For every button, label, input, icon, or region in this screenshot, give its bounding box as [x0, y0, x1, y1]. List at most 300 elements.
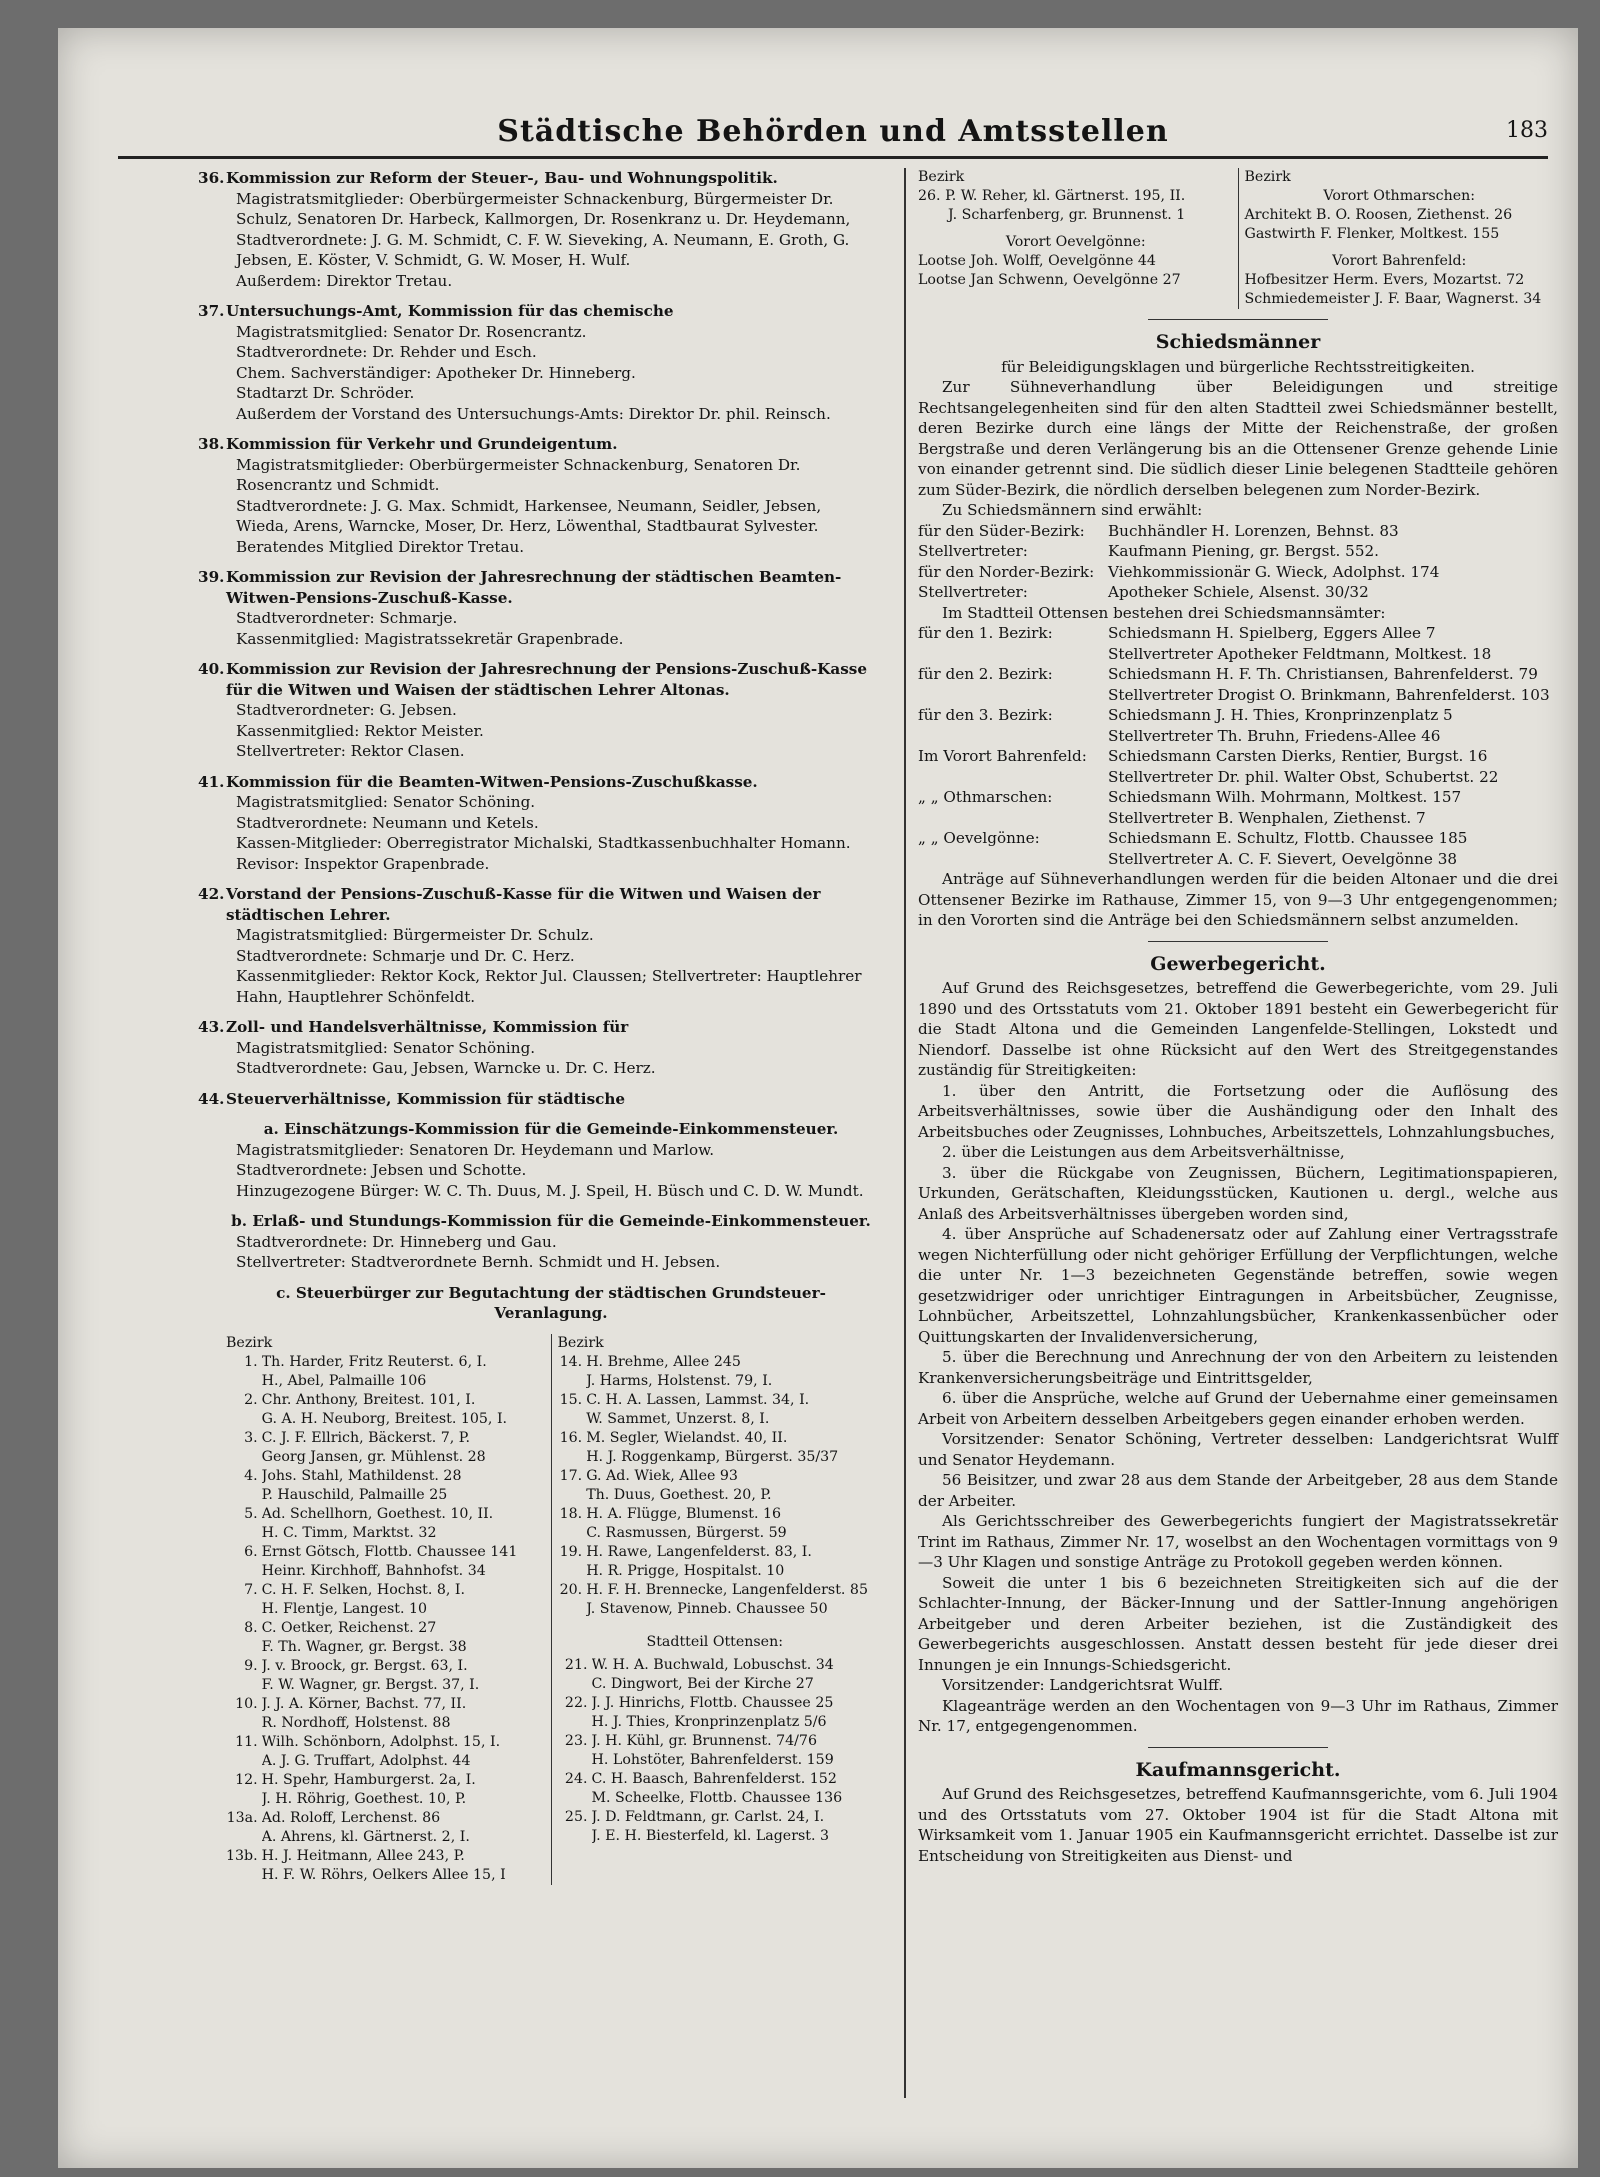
top-continuation [918, 168, 1558, 309]
bezirk-person: H. J. Thies, Kronprinzenplatz 5/6 [591, 1713, 827, 1730]
bezirk-number: 14. [559, 1353, 583, 1370]
gewerbegericht-clerk: Als Gerichtsschreiber des Gewerbegerichts fungiert der Magistratssekretär Trint im Rathaus, Zimmer Nr. 17, woselbst an den Wochentagen vormittags von 9—3 Uhr Klagen und sonstige Anträge zu Protokoll gegeben werden können. [918, 1512, 1558, 1571]
commission-number: 43. [198, 1018, 225, 1036]
role-value: Schiedsmann H. Spielberg, Eggers Allee 7 [1108, 624, 1436, 642]
schiedsmaenner-elected: Zu Schiedsmännern sind erwählt: [942, 501, 1203, 519]
bezirk-table-left [226, 1353, 547, 1885]
bezirk-person: C. H. A. Lassen, Lammst. 34, I. [586, 1391, 810, 1408]
role-row [918, 521, 1558, 542]
kaufmannsgericht-section [918, 1760, 1558, 1867]
commission-entry [198, 1017, 876, 1079]
bezirk-person: H. F. W. Röhrs, Oelkers Allee 15, I [261, 1866, 506, 1883]
role-value: Kaufmann Piening, gr. Bergst. 552. [1108, 542, 1379, 560]
role-value: Schiedsmann E. Schultz, Flottb. Chaussee 185 [1108, 829, 1468, 847]
header-rule [118, 156, 1548, 159]
bezirk-row [558, 1486, 873, 1505]
bezirk-row [558, 1808, 873, 1827]
document-page [58, 28, 1578, 2168]
bezirk-number-blank [558, 1448, 587, 1467]
bezirk-person: J. Harms, Holstenst. 79, I. [586, 1372, 773, 1389]
top-bezirk-label: Bezirk [918, 169, 965, 185]
bezirk-number-blank [226, 1714, 262, 1733]
bezirk-number-blank [558, 1372, 587, 1391]
role-row [918, 623, 1558, 644]
bezirk-number-blank [226, 1828, 262, 1847]
bezirk-number: 20. [559, 1581, 583, 1598]
commission-line: Magistratsmitglieder: Oberbürgermeister Schnackenburg, Bürgermeister Dr. Schulz, Senatoren Dr. Harbeck, Kallmorgen, Dr. Rosenkranz u. Dr. Heydemann, Stadtverordnete: J. G. M. Schmidt, C. F. W. Sieveking, A. Neumann, E. Groth, G. Jebsen, E. Köster, V. Schmidt, G. W. Moser, H. Wulf. [236, 189, 851, 269]
commission-line: Stadtverordnete: J. G. Max. Schmidt, Harkensee, Neumann, Seidler, Jebsen, Wieda, Arens, Warncke, Moser, Dr. Herz, Löwenthal, Stadtbaurat Sylvester. Beratendes Mitglied Direktor Tretau. [236, 496, 822, 556]
commission-line: Kassen-Mitglieder: Oberregistrator Michalski, Stadtkassenbuchhalter Homann. [236, 834, 851, 852]
commission-line: Stadtverordneter: Schmarje. [236, 609, 458, 627]
bezirk-person: J. v. Broock, gr. Bergst. 63, I. [261, 1657, 468, 1674]
role-value: Viehkommissionär G. Wieck, Adolphst. 174 [1108, 562, 1440, 581]
commission-line: Kassenmitglied: Rektor Meister. [236, 721, 484, 740]
gewerbegericht-item: 4. über Ansprüche auf Schadenersatz oder auf Zahlung einer Vertragsstrafe wegen Nichterfüllung oder nicht gehöriger Erfüllung der Verpflichtungen, welche die unter Nr. 1—3 bezeichneten Gegenstände betreffen, sowie wegen gesetzwidriger oder unrichtiger Eintragungen in Arbeitsbücher, Zeugnisse, Lohnbücher, Arbeitszettel, Lohnzahlungsbücher, Krankenkassenbücher oder Quittungskarten der Invalidenversicherung, [918, 1225, 1558, 1346]
commission-number: 40. [198, 660, 225, 678]
bezirk-row [226, 1657, 547, 1676]
bezirk-person: P. Hauschild, Palmaille 25 [261, 1486, 448, 1503]
commission-line: Stellvertreter: Rektor Clasen. [236, 742, 465, 760]
bezirk-row [226, 1562, 547, 1581]
ottensen-roles [918, 623, 1558, 869]
gewerbegericht-items [918, 1081, 1558, 1430]
commission-entry [198, 659, 876, 762]
top-line: Lootse Jan Schwenn, Oevelgönne 27 [918, 272, 1181, 288]
bezirk-number: 10. [235, 1695, 258, 1712]
bezirk-row [226, 1866, 547, 1885]
commission-line: Magistratsmitglied: Senator Schöning. [236, 1038, 536, 1057]
bezirk-row [226, 1676, 547, 1695]
bezirk-row [558, 1448, 873, 1467]
bezirk-row [226, 1733, 547, 1752]
bezirk-row [226, 1619, 547, 1638]
bezirk-number: 22. [564, 1694, 588, 1711]
role-value: Stellvertreter Dr. phil. Walter Obst, Schubertst. 22 [1108, 767, 1499, 786]
commission-title [198, 1017, 876, 1038]
commission-entry [198, 884, 876, 1007]
stadtteil-label: Stadtteil Ottensen: [646, 1633, 783, 1650]
bezirk-person: F. W. Wagner, gr. Bergst. 37, I. [261, 1676, 480, 1693]
role-key: Im Vorort Bahrenfeld: [918, 747, 1087, 765]
commission-title [198, 884, 876, 925]
role-row [918, 808, 1558, 829]
bezirk-number-blank [226, 1410, 262, 1429]
bezirk-person: W. Sammet, Unzerst. 8, I. [586, 1410, 770, 1427]
role-key [918, 644, 1108, 665]
role-value: Stellvertreter Drogist O. Brinkmann, Bahrenfelderst. 103 [1108, 685, 1550, 704]
bezirk-number: 1. [244, 1353, 258, 1370]
subsection-c-title: c. Steuerbürger zur Begutachtung der städtischen Grundsteuer-Veranlagung. [276, 1283, 826, 1322]
commission-title-text: Kommission zur Reform der Steuer-, Bau- und Wohnungspolitik. [226, 169, 778, 187]
subsection-a-line: Stadtverordnete: Jebsen und Schotte. [236, 1161, 527, 1179]
commission-title-text: Kommission für Verkehr und Grundeigentum. [226, 435, 618, 453]
role-key [918, 808, 1108, 829]
role-row [918, 726, 1558, 747]
role-key: für den 1. Bezirk: [918, 624, 1053, 642]
gewerbegericht-claims: Klageanträge werden an den Wochentagen von 9—3 Uhr im Rathaus, Zimmer Nr. 17, entgegengenommen. [918, 1696, 1558, 1735]
gewerbegericht-item: 5. über die Berechnung und Anrechnung der von den Arbeitern zu leistenden Krankenversicherungsbeiträge und Eintrittsgelder, [918, 1348, 1558, 1387]
commission-title-text: Kommission zur Revision der Jahresrechnung der städtischen Beamten-Witwen-Pensions-Zuschuß-Kasse. [226, 568, 842, 607]
bezirk-person: H. J. Heitmann, Allee 243, P. [261, 1847, 465, 1864]
bezirk-table [226, 1334, 876, 1885]
bezirk-row [226, 1847, 547, 1866]
vorort-label: Vorort Othmarschen: [1323, 188, 1476, 204]
bezirk-row [226, 1467, 547, 1486]
bezirk-number: 15. [559, 1391, 583, 1408]
bezirk-person: J. J. Hinrichs, Flottb. Chaussee 25 [591, 1694, 834, 1711]
section-divider [1148, 941, 1328, 942]
bezirk-table-right-top [558, 1353, 873, 1619]
commission-line: Stadtverordnete: Dr. Rehder und Esch. [236, 343, 537, 361]
top-line: Architekt B. O. Roosen, Ziethenst. 26 [1244, 207, 1513, 223]
commission-number: 41. [198, 772, 225, 791]
bezirk-number: 9. [244, 1657, 258, 1674]
bezirk-row [226, 1353, 547, 1372]
bezirk-person: H. F. H. Brennecke, Langenfelderst. 85 [586, 1581, 868, 1598]
bezirk-row [226, 1809, 547, 1828]
bezirk-number: 24. [564, 1770, 588, 1787]
bezirk-row [226, 1448, 547, 1467]
role-value: Stellvertreter Apotheker Feldtmann, Moltkest. 18 [1108, 644, 1492, 663]
subsection-a-line: Magistratsmitglieder: Senatoren Dr. Heydemann und Marlow. [236, 1140, 715, 1159]
role-row [918, 644, 1558, 665]
gewerbegericht-guild-chair: Vorsitzender: Landgerichtsrat Wulff. [942, 1676, 1224, 1694]
bezirk-person: G. A. H. Neuborg, Breitest. 105, I. [261, 1410, 508, 1427]
role-key: für den Süder-Bezirk: [918, 521, 1085, 540]
commission-line: Stadtverordnete: Neumann und Ketels. [236, 813, 539, 832]
schiedsmaenner-title: Schiedsmänner [1155, 331, 1321, 353]
bezirk-row [226, 1410, 547, 1429]
role-row [918, 562, 1558, 583]
bezirk-number-blank [558, 1789, 592, 1808]
header-title: Städtische Behörden und Amtsstellen [497, 114, 1169, 149]
bezirk-row [226, 1429, 547, 1448]
bezirk-number: 16. [559, 1429, 583, 1446]
ottensen-intro: Im Stadtteil Ottensen bestehen drei Schiedsmannsämter: [942, 603, 1386, 622]
bezirk-number-blank [226, 1790, 262, 1809]
commission-title-text: Steuerverhältnisse, Kommission für städtische [226, 1089, 626, 1108]
subsection-a-line: Hinzugezogene Bürger: W. C. Th. Duus, M. J. Speil, H. Büsch und C. D. W. Mundt. [236, 1181, 864, 1200]
bezirk-row [558, 1543, 873, 1562]
role-key: Stellvertreter: [918, 542, 1028, 560]
bezirk-number: 11. [235, 1733, 258, 1750]
top-line: Gastwirth F. Flenker, Moltkest. 155 [1244, 226, 1500, 242]
bezirk-person: C. H. Baasch, Bahrenfelderst. 152 [591, 1770, 837, 1787]
commission-line: Kassenmitglieder: Rektor Kock, Rektor Jul. Claussen; Stellvertreter: Hauptlehrer Hahn, Hauptlehrer Schönfeldt. [236, 967, 862, 1006]
bezirk-number: 18. [559, 1505, 583, 1522]
left-column [198, 168, 876, 1885]
bezirk-row [558, 1353, 873, 1372]
bezirk-row [226, 1695, 547, 1714]
commission-number: 44. [198, 1089, 225, 1108]
bezirk-person: Th. Harder, Fritz Reuterst. 6, I. [261, 1353, 487, 1370]
commission-line: Außerdem: Direktor Tretau. [236, 271, 453, 290]
bezirk-row [226, 1505, 547, 1524]
commission-title [198, 301, 876, 322]
bezirk-number-blank [558, 1486, 587, 1505]
commission-entry [198, 301, 876, 424]
bezirk-row [558, 1827, 873, 1846]
bezirk-number-blank [558, 1675, 592, 1694]
bezirk-number-blank [558, 1827, 592, 1846]
bezirk-person: J. H. Kühl, gr. Brunnenst. 74/76 [591, 1732, 817, 1749]
bezirk-row [558, 1694, 873, 1713]
bezirk-row [226, 1771, 547, 1790]
bezirk-number-blank [558, 1562, 587, 1581]
commission-title [198, 1089, 876, 1110]
subsection-b-line: Stadtverordnete: Dr. Hinneberg und Gau. [236, 1232, 557, 1251]
bezirk-number: 17. [559, 1467, 583, 1484]
bezirk-number: 13a. [226, 1809, 258, 1826]
commission-line: Kassenmitglied: Magistratssekretär Grapenbrade. [236, 629, 624, 648]
commission-line: Stadtverordneter: G. Jebsen. [236, 701, 457, 719]
section-divider [1148, 319, 1328, 320]
bezirk-number-blank [226, 1562, 262, 1581]
gewerbegericht-intro: Auf Grund des Reichsgesetzes, betreffend die Gewerbegerichte, vom 29. Juli 1890 und des Ortsstatuts vom 21. Oktober 1891 besteht ein Gewerbegericht für die Stadt Altona und die Gemeinden Langenfelde-Stellingen, Lokstedt und Niendorf. Dasselbe ist ohne Rücksicht auf den Wert des Streitgegenstandes zuständig für Streitigkeiten: [918, 979, 1558, 1079]
commission-number: 42. [198, 885, 225, 903]
role-row [918, 828, 1558, 849]
gewerbegericht-item: 6. über die Ansprüche, welche auf Grund der Uebernahme einer gemeinsamen Arbeit von Arbeitern desselben Arbeitgebers gegen einander erhoben werden. [918, 1389, 1558, 1428]
role-key: „ „ Othmarschen: [918, 788, 1053, 806]
bezirk-row [226, 1752, 547, 1771]
top-line: Schmiedemeister J. F. Baar, Wagnerst. 34 [1244, 291, 1542, 307]
bezirk-row [226, 1828, 547, 1847]
bezirk-person: C. Dingwort, Bei der Kirche 27 [591, 1675, 814, 1692]
bezirk-row [558, 1524, 873, 1543]
subsection-b [226, 1211, 876, 1273]
commission-entry [198, 434, 876, 557]
bezirk-row [558, 1467, 873, 1486]
bezirk-person: Ad. Roloff, Lerchenst. 86 [261, 1809, 441, 1826]
role-value: Schiedsmann Wilh. Mohrmann, Moltkest. 157 [1108, 788, 1462, 806]
bezirk-person: Georg Jansen, gr. Mühlenst. 28 [261, 1448, 486, 1465]
bezirk-person: W. H. A. Buchwald, Lobuschst. 34 [591, 1656, 834, 1673]
bezirk-number: 12. [235, 1771, 258, 1788]
role-row [918, 787, 1558, 808]
commission-title-text: Kommission für die Beamten-Witwen-Pensions-Zuschußkasse. [226, 772, 758, 791]
subsection-a-title: a. Einschätzungs-Kommission für die Gemeinde-Einkommensteuer. [263, 1120, 839, 1138]
role-row [918, 685, 1558, 706]
role-value: Apotheker Schiele, Alsenst. 30/32 [1108, 583, 1369, 601]
gewerbegericht-guild: Soweit die unter 1 bis 6 bezeichneten Streitigkeiten sich auf die der Schlachter-Innung, der Bäcker-Innung und der Sattler-Innung angehörigen Arbeitgeber und deren Arbeiter beziehen, ist die Zuständigkeit des Gewerbegerichts ausgeschlossen. Anstatt dessen besteht für jede dieser drei Innungen je ein Innungs-Schiedsgericht. [918, 1573, 1558, 1674]
bezirk-row [558, 1581, 873, 1600]
role-value: Buchhändler H. Lorenzen, Behnst. 83 [1108, 521, 1399, 540]
bezirk-person: H. Rawe, Langenfelderst. 83, I. [586, 1543, 812, 1560]
gewerbegericht-item: 2. über die Leistungen aus dem Arbeitsverhältnisse, [942, 1143, 1345, 1161]
bezirk-number-blank [558, 1751, 592, 1770]
commission-title-text: Kommission zur Revision der Jahresrechnung der Pensions-Zuschuß-Kasse für die Witwen und Waisen der städtischen Lehrer Altonas. [226, 660, 867, 699]
vorort-label: Vorort Bahrenfeld: [1332, 253, 1467, 269]
bezirk-number-blank [226, 1448, 262, 1467]
bezirk-number-blank [226, 1372, 262, 1391]
bezirk-person: G. Ad. Wiek, Allee 93 [586, 1467, 738, 1484]
bezirk-row [558, 1656, 873, 1675]
gewerbegericht-assessors: 56 Beisitzer, und zwar 28 aus dem Stande der Arbeitgeber, 28 aus dem Stande der Arbeiter. [918, 1471, 1558, 1510]
commission-line: Magistratsmitglied: Senator Dr. Rosencrantz. [236, 322, 587, 341]
role-key: Stellvertreter: [918, 583, 1028, 601]
bezirk-person: A. J. G. Truffart, Adolphst. 44 [261, 1752, 471, 1769]
commission-line: Revisor: Inspektor Grapenbrade. [236, 854, 490, 873]
gewerbegericht-section [918, 954, 1558, 1737]
bezirk-person: H. A. Flügge, Blumenst. 16 [586, 1505, 782, 1522]
bezirk-number-blank [226, 1638, 262, 1657]
role-row [918, 541, 1558, 562]
bezirk-number-blank [226, 1486, 262, 1505]
bezirk-row [558, 1391, 873, 1410]
bezirk-person: M. Scheelke, Flottb. Chaussee 136 [591, 1789, 843, 1806]
top-line: J. Scharfenberg, gr. Brunnenst. 1 [948, 207, 1186, 223]
role-value: Stellvertreter Th. Bruhn, Friedens-Allee 46 [1108, 726, 1441, 745]
bezirk-number-blank [226, 1524, 262, 1543]
bezirk-person: J. E. H. Biesterfeld, kl. Lagerst. 3 [591, 1827, 830, 1844]
gewerbegericht-item: 3. über die Rückgabe von Zeugnissen, Büchern, Legitimationspapieren, Urkunden, Gerätschaften, Kleidungsstücken, Kautionen u. dergl., welche aus Anlaß des Arbeitsverhältnisses übergeben worden sind, [918, 1163, 1558, 1223]
bezirk-number-blank [226, 1866, 262, 1885]
role-key: für den Norder-Bezirk: [918, 562, 1095, 581]
commission-title [198, 434, 876, 455]
bezirk-row [558, 1751, 873, 1770]
commission-entry [198, 772, 876, 875]
gewerbegericht-chair: Vorsitzender: Senator Schöning, Vertreter desselben: Landgerichtsrat Wulff und Senator Heydemann. [918, 1430, 1558, 1469]
subsection-b-line: Stellvertreter: Stadtverordnete Bernh. Schmidt und H. Jebsen. [236, 1253, 721, 1271]
bezirk-person: C. Oetker, Reichenst. 27 [261, 1619, 437, 1636]
commission-entry [198, 567, 876, 649]
bezirk-person: C. J. F. Ellrich, Bäckerst. 7, P. [261, 1429, 470, 1446]
bezirk-number: 8. [244, 1619, 258, 1636]
commission-line: Magistratsmitglied: Senator Schöning. [236, 793, 536, 811]
kaufmannsgericht-title: Kaufmannsgericht. [1135, 1758, 1341, 1781]
commission-number: 38. [198, 435, 225, 453]
bezirk-row [558, 1770, 873, 1789]
commission-line: Stadtverordnete: Gau, Jebsen, Warncke u. Dr. C. Herz. [236, 1059, 656, 1077]
schiedsmaenner-subtitle: für Beleidigungsklagen und bürgerliche Rechtsstreitigkeiten. [1001, 357, 1475, 376]
bezirk-number: 5. [244, 1505, 258, 1522]
bezirk-row [558, 1675, 873, 1694]
bezirk-person: A. Ahrens, kl. Gärtnerst. 2, I. [261, 1828, 470, 1845]
role-key [918, 726, 1108, 747]
commission-line: Magistratsmitglieder: Oberbürgermeister Schnackenburg, Senatoren Dr. Rosencrantz und Schmidt. [236, 455, 801, 494]
subsection-c [226, 1283, 876, 1324]
bezirk-row [226, 1543, 547, 1562]
commission-line: Stadtverordnete: Schmarje und Dr. C. Herz. [236, 946, 575, 965]
bezirk-number: 4. [244, 1467, 258, 1484]
bezirk-number: 3. [244, 1429, 258, 1446]
commission-title [198, 659, 876, 700]
top-line: 26. P. W. Reher, kl. Gärtnerst. 195, II. [918, 188, 1186, 204]
bezirk-number: 6. [244, 1543, 258, 1560]
bezirk-person: H. Brehme, Allee 245 [586, 1353, 741, 1370]
bezirk-person: Wilh. Schönborn, Adolphst. 15, I. [261, 1733, 501, 1750]
commission-title-text: Vorstand der Pensions-Zuschuß-Kasse für die Witwen und Waisen der städtischen Lehrer. [226, 885, 821, 924]
commission-title [198, 772, 876, 793]
role-value: Schiedsmann H. F. Th. Christiansen, Bahrenfelderst. 79 [1108, 665, 1538, 683]
commission-line: Magistratsmitglied: Bürgermeister Dr. Schulz. [236, 926, 594, 944]
subsection-b-title: b. Erlaß- und Stundungs-Kommission für die Gemeinde-Einkommensteuer. [231, 1212, 871, 1230]
role-key [918, 767, 1108, 788]
bezirk-number: 13b. [226, 1847, 258, 1864]
bezirk-person: J. J. A. Körner, Bachst. 77, II. [261, 1695, 467, 1712]
commission-line: Außerdem der Vorstand des Untersuchungs-Amts: Direktor Dr. phil. Reinsch. [236, 404, 831, 423]
bezirk-person: Th. Duus, Goethest. 20, P. [586, 1486, 772, 1503]
schiedsmaenner-intro: Zur Sühneverhandlung über Beleidigungen und streitige Rechtsangelegenheiten sind für den alten Stadtteil zwei Schiedsmänner bestellt, deren Bezirke durch eine längs der Mitte der Reichenstraße, der großen Bergstraße und deren Verlängerung bis an die Ottensener Grenze gehende Linie von einander getrennt sind. Die südlich dieser Linie belegenen Stadtteile gehören zum Süder-Bezirk, die nördlich derselben belegenen zum Norder-Bezirk. [918, 378, 1558, 499]
bezirk-person: C. Rasmussen, Bürgerst. 59 [586, 1524, 787, 1541]
section-divider [1148, 1747, 1328, 1748]
commission-title-text: Untersuchungs-Amt, Kommission für das chemische [226, 302, 674, 320]
bezirk-number: 7. [244, 1581, 258, 1598]
role-value: Schiedsmann Carsten Dierks, Rentier, Burgst. 16 [1108, 747, 1488, 765]
bezirk-row [226, 1790, 547, 1809]
bezirk-row [558, 1789, 873, 1808]
bezirk-row [558, 1372, 873, 1391]
bezirk-number-blank [558, 1524, 587, 1543]
commission-line: Chem. Sachverständiger: Apotheker Dr. Hinneberg. [236, 363, 636, 382]
bezirk-label: Bezirk [557, 1334, 604, 1351]
bezirk-number: 23. [564, 1732, 588, 1749]
vorort-label: Vorort Oevelgönne: [1005, 234, 1146, 250]
commission-entry [198, 1089, 876, 1110]
bezirk-number-blank [226, 1600, 262, 1619]
bezirk-row [226, 1372, 547, 1391]
role-row [918, 767, 1558, 788]
bezirk-person: H. R. Prigge, Hospitalst. 10 [586, 1562, 785, 1579]
bezirk-row [226, 1600, 547, 1619]
bezirk-number-blank [558, 1410, 587, 1429]
role-key: für den 3. Bezirk: [918, 706, 1053, 724]
gewerbegericht-item: 1. über den Antritt, die Fortsetzung oder die Auflösung des Arbeitsverhältnisses, sowie über die Aushändigung oder den Inhalt des Arbeitsbuches oder Zeugnisses, Lohnbuches, Arbeitszettels, Lohnzahlungsbuches, [918, 1081, 1558, 1141]
bezirk-person: Ernst Götsch, Flottb. Chaussee 141 [261, 1543, 518, 1560]
bezirk-person: J. Stavenow, Pinneb. Chaussee 50 [586, 1600, 828, 1617]
bezirk-number-blank [226, 1752, 262, 1771]
bezirk-row [226, 1714, 547, 1733]
bezirk-person: Ad. Schellhorn, Goethest. 10, II. [261, 1505, 494, 1522]
role-value: Stellvertreter B. Wenphalen, Ziethenst. 7 [1108, 808, 1426, 827]
bezirk-row [226, 1486, 547, 1505]
kaufmannsgericht-text: Auf Grund des Reichsgesetzes, betreffend Kaufmannsgerichte, vom 6. Juli 1904 und des Ortsstatuts vom 27. Oktober 1904 ist für die Stadt Altona mit Wirksamkeit vom 1. Januar 1905 ein Kaufmannsgericht errichtet. Dasselbe ist zur Entscheidung von Streitigkeiten aus Dienst- und [918, 1785, 1558, 1865]
role-row [918, 582, 1558, 603]
bezirk-person: H. Spehr, Hamburgerst. 2a, I. [261, 1771, 476, 1788]
bezirk-person: C. H. F. Selken, Hochst. 8, I. [261, 1581, 466, 1598]
role-row [918, 746, 1558, 767]
bezirk-row [226, 1391, 547, 1410]
schiedsmaenner-section [918, 332, 1558, 931]
commission-title-text: Zoll- und Handelsverhältnisse, Kommission für [226, 1018, 629, 1036]
role-row [918, 705, 1558, 726]
role-key [918, 685, 1108, 706]
commission-line: Stadtarzt Dr. Schröder. [236, 384, 415, 402]
schiedsmaenner-roles [918, 521, 1558, 603]
bezirk-row [226, 1581, 547, 1600]
bezirk-person: Heinr. Kirchhoff, Bahnhofst. 34 [261, 1562, 486, 1579]
role-value: Schiedsmann J. H. Thies, Kronprinzenplatz 5 [1108, 706, 1453, 724]
bezirk-person: M. Segler, Wielandst. 40, II. [586, 1429, 788, 1446]
bezirk-row [558, 1410, 873, 1429]
bezirk-person: Johs. Stahl, Mathildenst. 28 [261, 1467, 462, 1484]
bezirk-person: H. Lohstöter, Bahrenfelderst. 159 [591, 1751, 834, 1768]
bezirk-number-blank [558, 1600, 587, 1619]
bezirk-number: 19. [559, 1543, 583, 1560]
commission-number: 39. [198, 568, 225, 586]
page-number: 183 [1506, 118, 1548, 143]
bezirk-person: J. H. Röhrig, Goethest. 10, P. [261, 1790, 467, 1807]
role-row [918, 664, 1558, 685]
role-key [918, 849, 1108, 870]
top-line: Lootse Joh. Wolff, Oevelgönne 44 [918, 253, 1156, 269]
bezirk-row [558, 1429, 873, 1448]
top-bezirk-label: Bezirk [1244, 169, 1291, 185]
bezirk-person: J. D. Feldtmann, gr. Carlst. 24, I. [591, 1808, 825, 1825]
role-key: für den 2. Bezirk: [918, 665, 1053, 683]
right-column [918, 168, 1558, 1866]
commission-entry [198, 168, 876, 291]
